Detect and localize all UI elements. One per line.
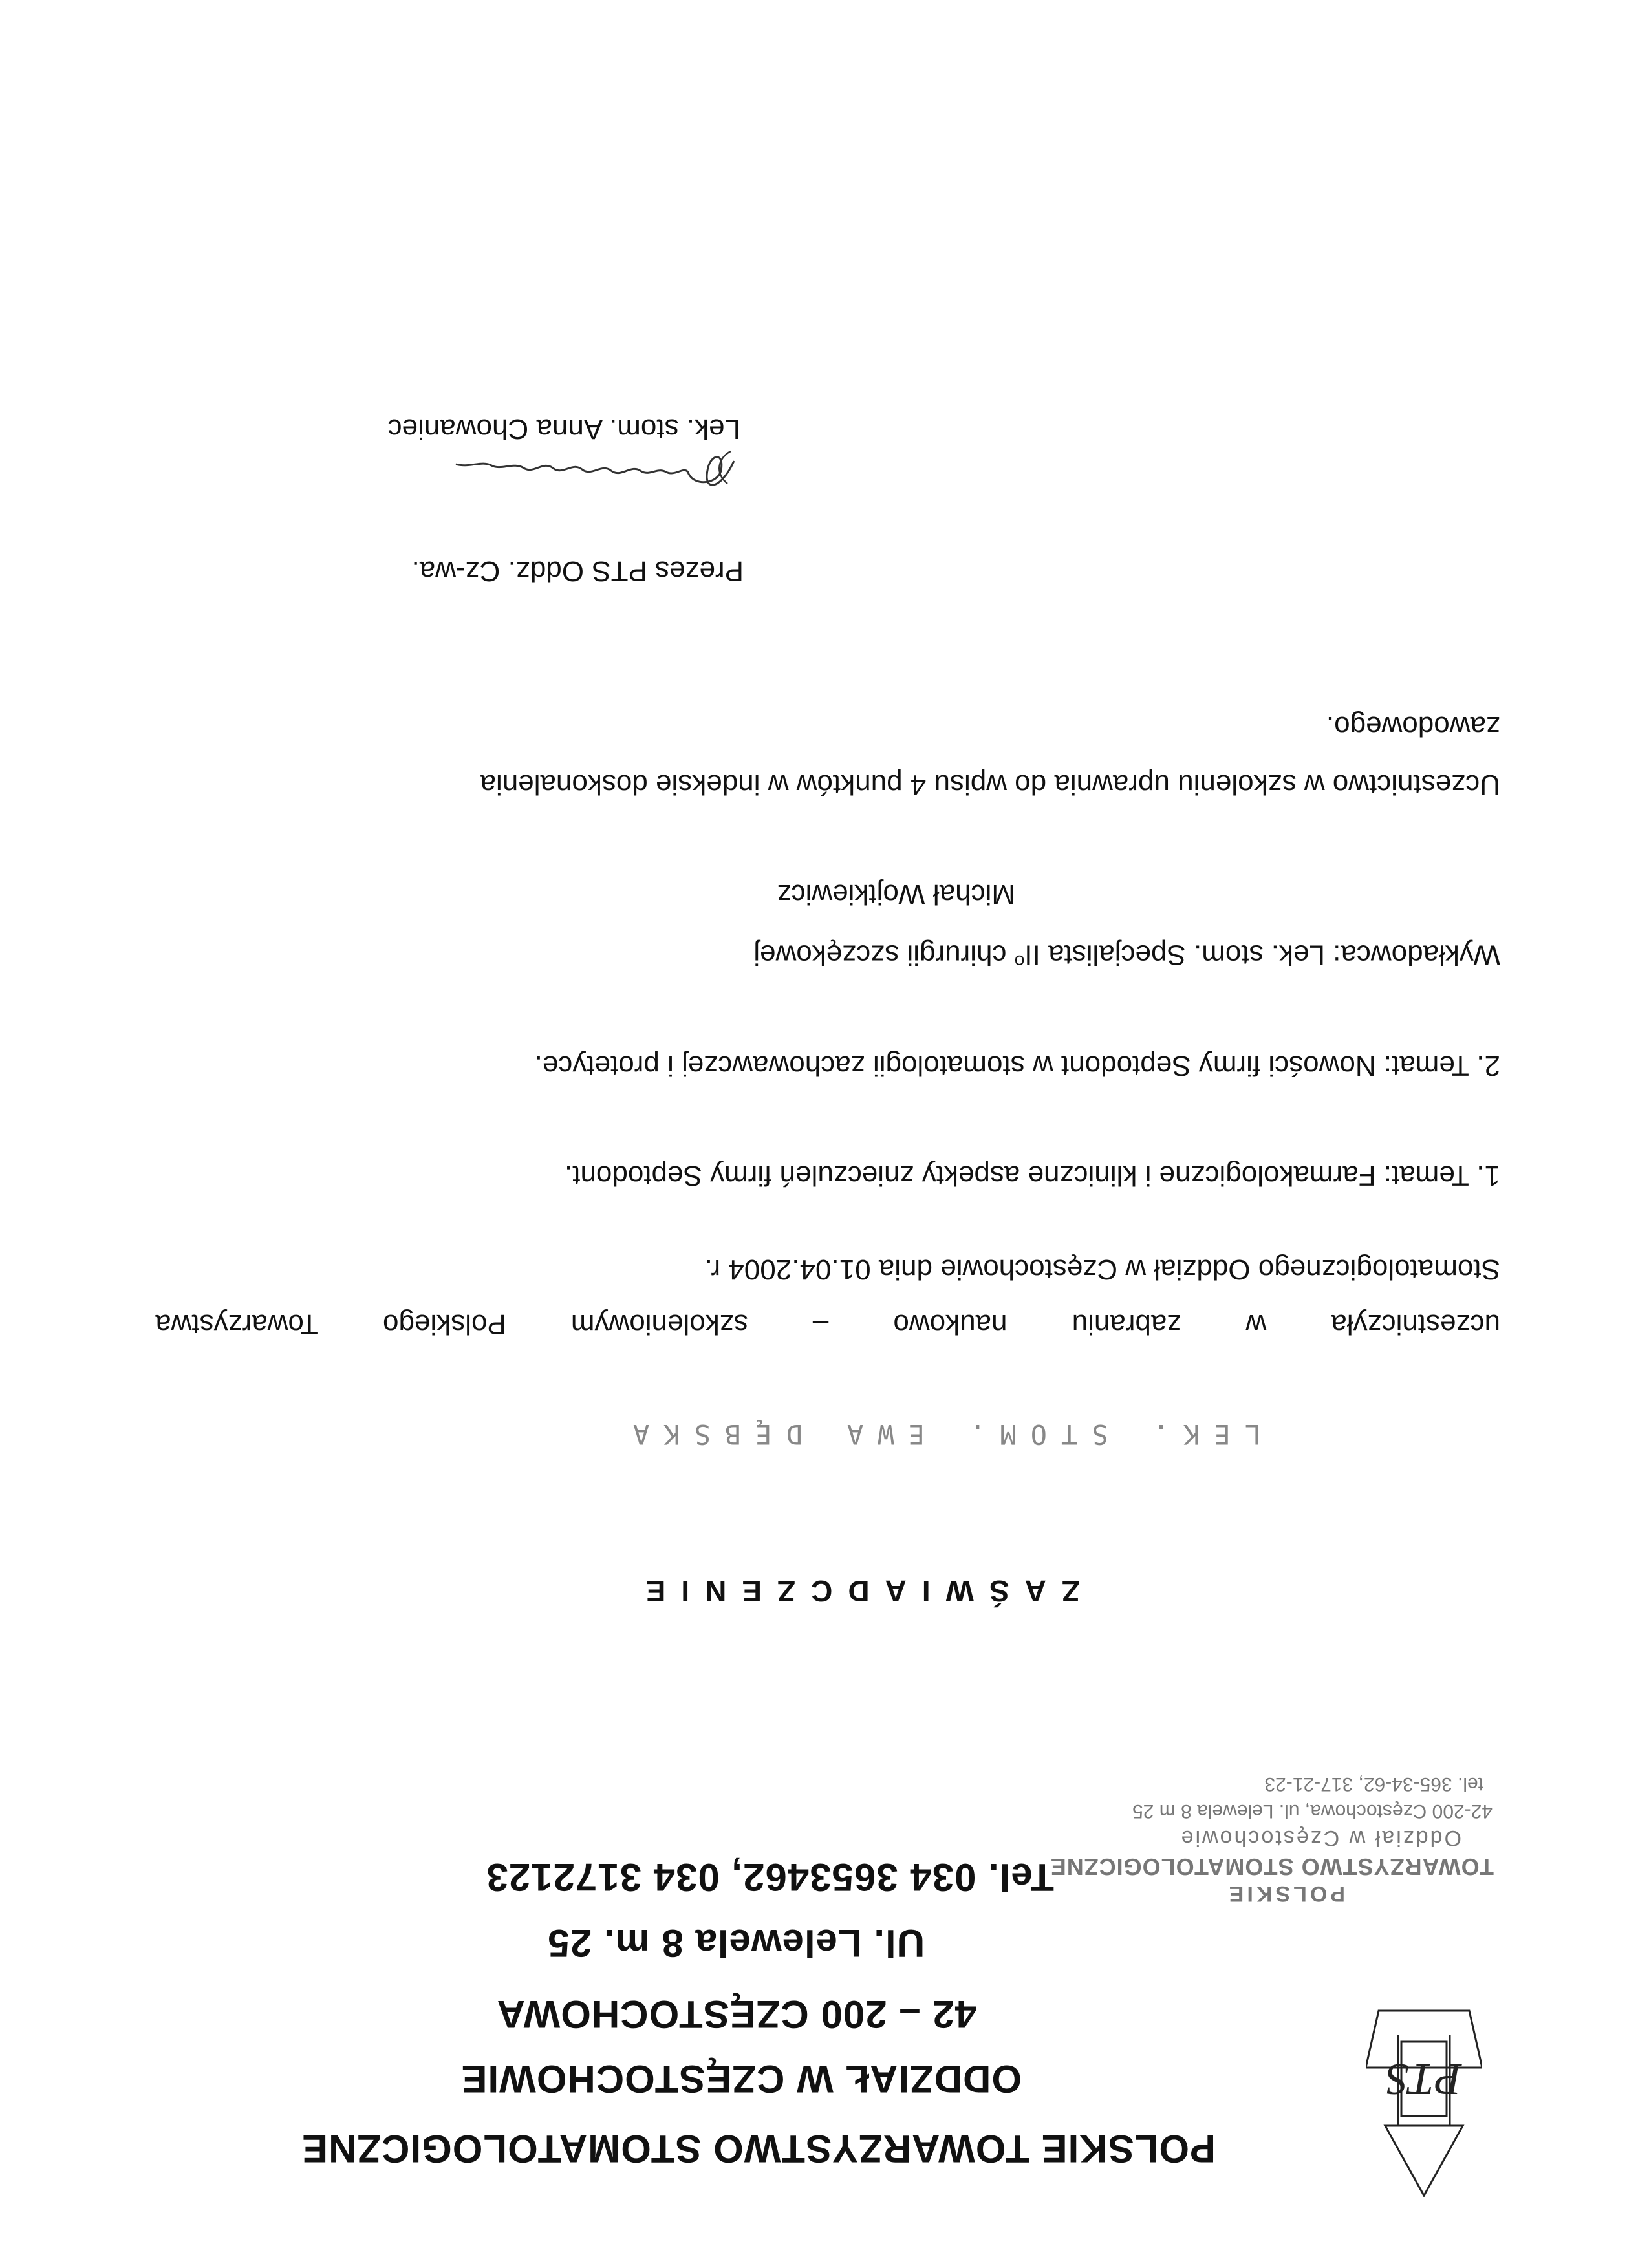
pts-logo	[1366, 2009, 1482, 2197]
topic-2: 2. Temat: Nowości firmy Septodont w stomatologii zachowawczej i protetyce.	[534, 1050, 1500, 1082]
organization-name: POLSKIE TOWARZYSTWO STOMATOLOGICZNE	[301, 2127, 1216, 2170]
lecturer-line	[155, 938, 1500, 972]
stamp-line-2: TOWARZYSTWO STOMATOLOGICZNE	[1050, 1854, 1494, 1880]
street-address: Ul. Lelewela 8 m. 25	[547, 1921, 925, 1965]
intro-word: naukowo	[893, 1309, 1008, 1340]
intro-line-2: Stomatologicznego Oddział w Częstochowie dnia 01.04.2004 r.	[704, 1254, 1500, 1285]
lecturer-name: Michał Wojtkiewicz	[777, 879, 1015, 910]
phone-numbers: Tel. 034 3653462, 034 3172123	[486, 1856, 1054, 1899]
intro-word: Towarzystwa	[155, 1309, 318, 1340]
signer-name: Lek. stom. Anna Chowaniec	[387, 413, 740, 445]
intro-word: –	[812, 1309, 829, 1340]
participation-line-1: Uczestnictwo w szkoleniu uprawnia do wpisu 4 punktów w indeksie doskonalenia	[480, 769, 1500, 800]
handwritten-signature	[443, 445, 747, 497]
intro-word: szkoleniowym	[570, 1309, 748, 1340]
branch-name: ODDZIAŁ W CZĘSTOCHOWIE	[460, 2057, 1022, 2101]
svg-text:PTS: PTS	[1386, 2054, 1462, 2104]
degree-superscript: o	[1014, 952, 1025, 972]
lecturer-specialty: chirurgii szczękowej	[753, 939, 1015, 971]
intro-line-1	[155, 1308, 1500, 1340]
stamp-line-5: tel. 365-34-62, 317-21-23	[1264, 1773, 1483, 1795]
lecturer-label: Wykładowca: Lek. stom. Specjalista II	[1024, 939, 1500, 971]
intro-word: uczestniczyła	[1331, 1309, 1500, 1340]
intro-word: Polskiego	[383, 1309, 506, 1340]
participation-line-2: zawodowego.	[1326, 711, 1500, 742]
stamp-line-4: 42-200 Częstochowa, ul. Lelewela 8 m 25	[1132, 1801, 1493, 1822]
recipient-name: LEK. STOM. EWA DĘBSKA	[618, 1418, 1261, 1450]
postal-city: 42 – 200 CZĘSTOCHOWA	[496, 1993, 976, 2036]
stamp-line-1: POLSKIE	[1225, 1881, 1345, 1906]
president-title: Prezes PTS Oddz. Cz-wa.	[411, 555, 744, 587]
intro-word: zabraniu	[1072, 1309, 1181, 1340]
stamp-line-3: Oddział w Częstochowie	[1179, 1826, 1461, 1850]
topic-1: 1. Temat: Farmakologiczne i kliniczne aspekty znieczuleń firmy Septodont.	[565, 1160, 1500, 1192]
document-title: ZAŚWIADCZENIE	[630, 1574, 1080, 1608]
intro-word: w	[1245, 1309, 1267, 1340]
